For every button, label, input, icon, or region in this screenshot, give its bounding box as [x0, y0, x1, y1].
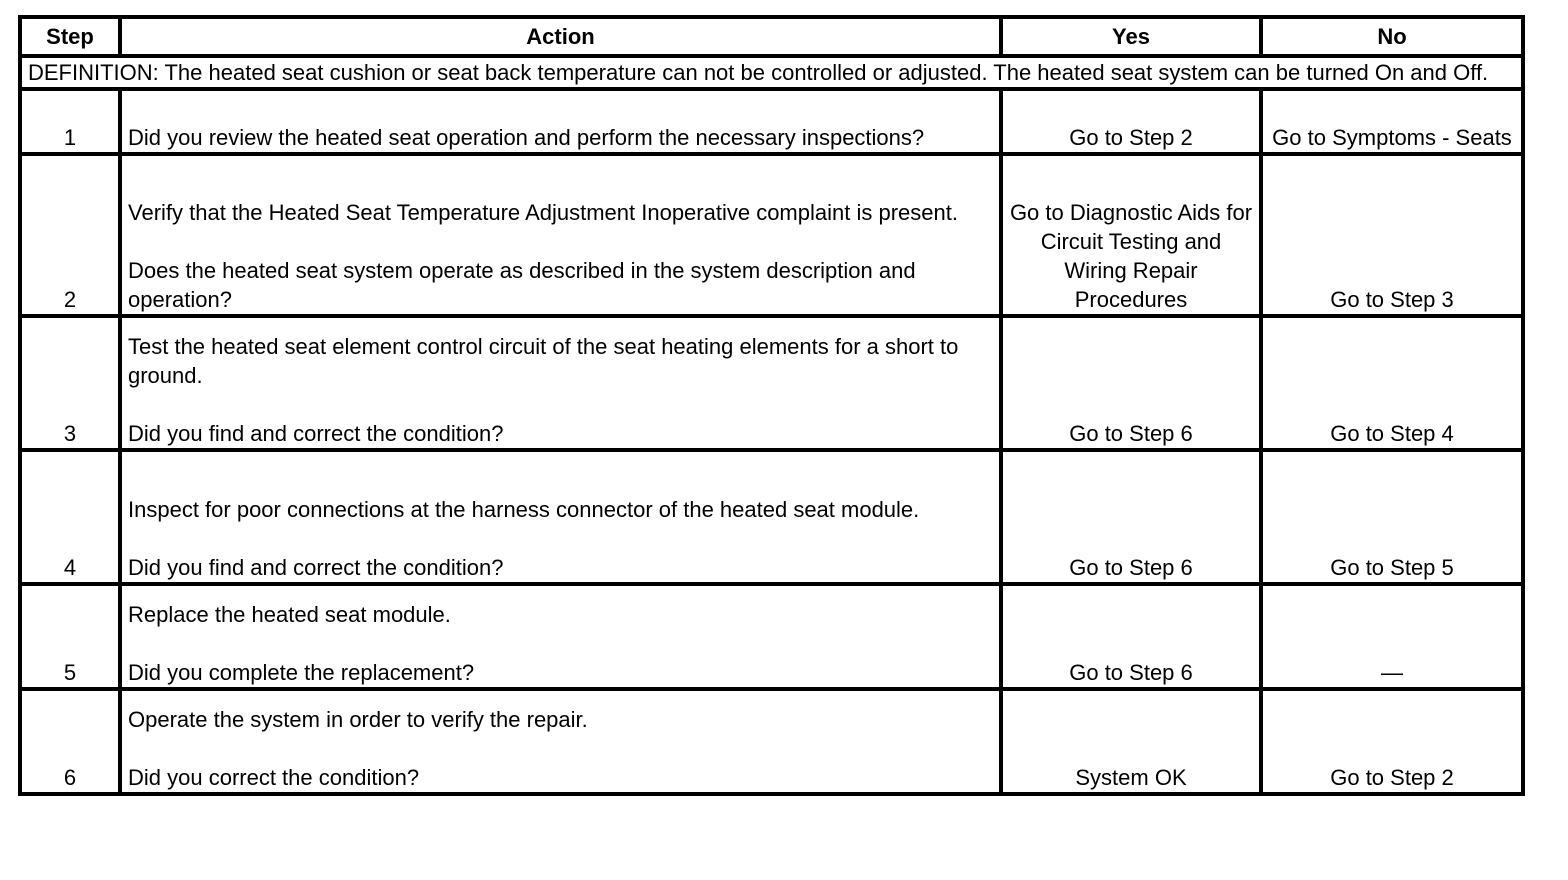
step-number: 2: [20, 154, 120, 316]
action-text: Did you review the heated seat operation and perform the necessary inspections?: [128, 125, 925, 150]
action-question: Did you correct the condition?: [128, 765, 420, 790]
header-no: No: [1261, 17, 1523, 56]
action-text: Verify that the Heated Seat Temperature Adjustment Inoperative complaint is present.: [128, 200, 958, 225]
table-row: [20, 316, 1523, 450]
yes-result: Go to Diagnostic Aids for Circuit Testing and Wiring Repair Procedures: [1001, 154, 1261, 316]
table-row: [20, 154, 1523, 316]
diagnostic-table: [18, 15, 1525, 796]
step-action: [120, 450, 1001, 584]
no-result: —: [1261, 584, 1523, 689]
definition-text: DEFINITION: The heated seat cushion or seat back temperature can not be controlled or adjusted. The heated seat system can be turned On and Off.: [20, 56, 1523, 89]
step-number: 6: [20, 689, 120, 794]
no-result: Go to Step 5: [1261, 450, 1523, 584]
step-action: [120, 584, 1001, 689]
table-row: [20, 584, 1523, 689]
yes-result: Go to Step 6: [1001, 316, 1261, 450]
action-question: Did you find and correct the condition?: [128, 555, 504, 580]
step-number: 4: [20, 450, 120, 584]
yes-result: Go to Step 6: [1001, 450, 1261, 584]
step-action: [120, 316, 1001, 450]
step-number: 1: [20, 89, 120, 154]
action-text: Inspect for poor connections at the harness connector of the heated seat module.: [128, 497, 920, 522]
action-question: Did you find and correct the condition?: [128, 421, 504, 446]
step-number: 5: [20, 584, 120, 689]
table-row: [20, 450, 1523, 584]
action-text: Operate the system in order to verify the repair.: [128, 707, 588, 732]
yes-result: Go to Step 2: [1001, 89, 1261, 154]
definition-row: [20, 56, 1523, 89]
action-text: Replace the heated seat module.: [128, 602, 451, 627]
yes-result: Go to Step 6: [1001, 584, 1261, 689]
yes-result: System OK: [1001, 689, 1261, 794]
header-step: Step: [20, 17, 120, 56]
table-row: [20, 689, 1523, 794]
action-question: Did you complete the replacement?: [128, 660, 475, 685]
header-action: Action: [120, 17, 1001, 56]
no-result: Go to Step 3: [1261, 154, 1523, 316]
step-number: 3: [20, 316, 120, 450]
no-result: Go to Symptoms - Seats: [1261, 89, 1523, 154]
step-action: [120, 689, 1001, 794]
step-action: [120, 154, 1001, 316]
no-result: Go to Step 4: [1261, 316, 1523, 450]
no-result: Go to Step 2: [1261, 689, 1523, 794]
action-question: Does the heated seat system operate as described in the system description and operation?: [128, 258, 916, 312]
table-row: [20, 89, 1523, 154]
step-action: [120, 89, 1001, 154]
header-row: [20, 17, 1523, 56]
action-text: Test the heated seat element control circuit of the seat heating elements for a short to ground.: [128, 334, 959, 388]
header-yes: Yes: [1001, 17, 1261, 56]
